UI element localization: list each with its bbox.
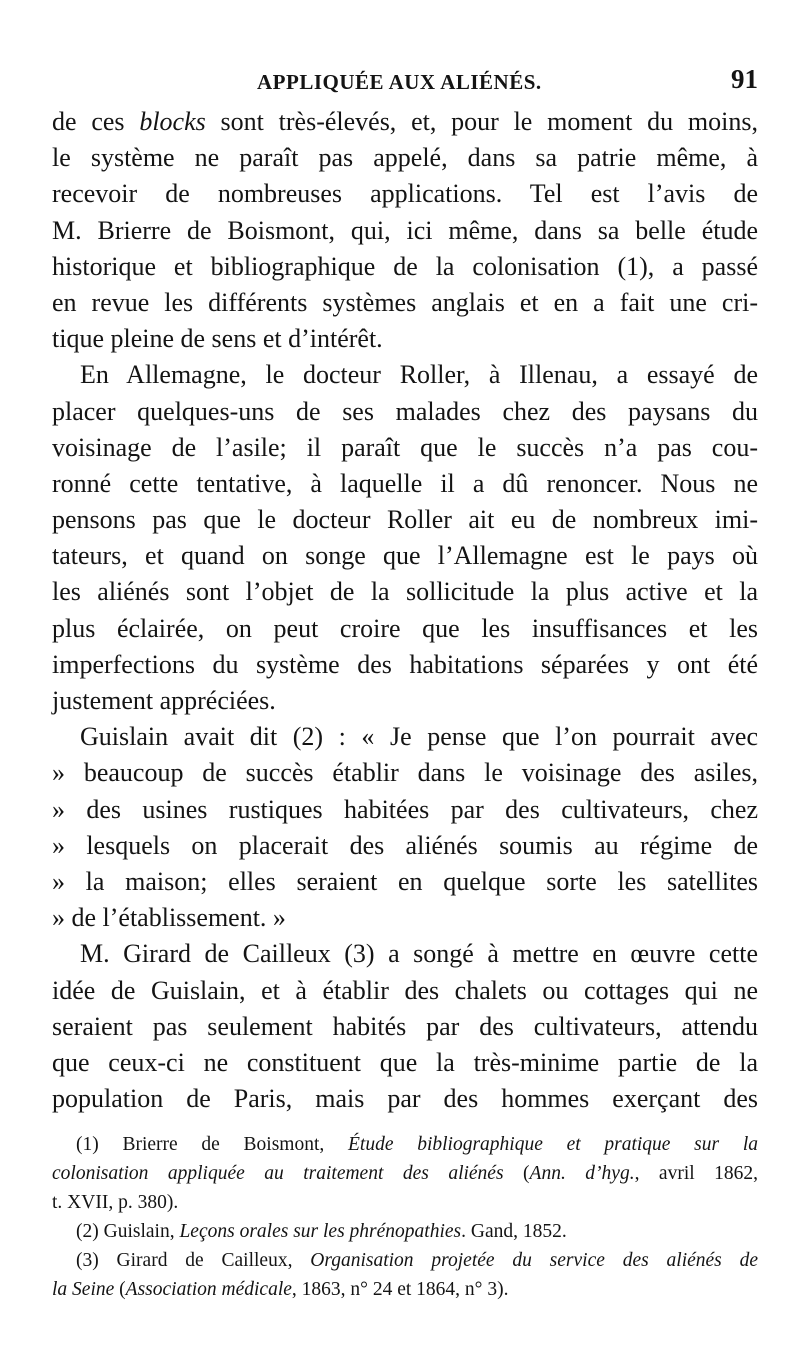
text-line: de ces blocks sont très-élevés, et, pour le moment du moins, — [52, 107, 758, 136]
footnote-line: la Seine (Association médicale, 1863, n° 24 et 1864, n° 3). — [52, 1279, 509, 1300]
text-line: M. Girard de Cailleux (3) a songé à mettre en œuvre cette — [80, 939, 758, 969]
text-line: » beaucoup de succès établir dans le voisinage des asiles, — [52, 758, 758, 788]
text-line: » des usines rustiques habitées par des cultivateurs, chez — [52, 794, 758, 824]
text-line: » la maison; elles seraient en quelque sorte les satellites — [52, 866, 758, 896]
footnote-line: (3) Girard de Cailleux, Organisation projetée du service des aliénés de — [76, 1250, 758, 1271]
text-line: ronné cette tentative, à laquelle il a dû renoncer. Nous ne — [52, 468, 758, 498]
text-line: que ceux-ci ne constituent que la très-minime partie de la — [52, 1047, 758, 1077]
text-line: tateurs, et quand on songe que l’Allemagne est le pays où — [52, 541, 758, 571]
text-line: Guislain avait dit (2) : « Je pense que l’on pourrait avec — [80, 722, 758, 752]
footnote-line: colonisation appliquée au traitement des aliénés (Ann. d’hyg., avril 1862, — [52, 1163, 759, 1184]
text-line: recevoir de nombreuses applications. Tel est l’avis de — [52, 179, 758, 209]
running-head: APPLIQUÉE AUX ALIÉNÉS. — [257, 70, 542, 94]
text-line: le système ne paraît pas appelé, dans sa patrie même, à — [52, 143, 758, 173]
text-line: population de Paris, mais par des hommes exerçant des — [52, 1084, 758, 1114]
main-text — [52, 104, 758, 1117]
text-line: voisinage de l’asile; il paraît que le succès n’a pas cou- — [52, 432, 758, 462]
text-line: M. Brierre de Boismont, qui, ici même, dans sa belle étude — [52, 215, 758, 245]
text-line: les aliénés sont l’objet de la sollicitude la plus active et la — [52, 577, 758, 607]
page-header — [52, 62, 758, 102]
text-line: pensons pas que le docteur Roller ait eu de nombreux imi- — [52, 505, 758, 535]
text-line: historique et bibliographique de la colonisation (1), a passé — [52, 251, 758, 281]
text-line: » lesquels on placerait des aliénés soumis au régime de — [52, 830, 758, 860]
footnote-line: (2) Guislain, Leçons orales sur les phrénopathies. Gand, 1852. — [76, 1221, 567, 1242]
text-line: plus éclairée, on peut croire que les insuffisances et les — [52, 613, 758, 643]
page-number: 91 — [731, 64, 758, 94]
text-line: placer quelques-uns de ses malades chez des paysans du — [52, 396, 758, 426]
text-line: » de l’établissement. » — [52, 903, 286, 933]
text-line: imperfections du système des habitations séparées y ont été — [52, 649, 758, 679]
text-line: En Allemagne, le docteur Roller, à Illenau, a essayé de — [80, 360, 758, 390]
footnotes — [52, 1130, 758, 1304]
text-line: idée de Guislain, et à établir des chalets ou cottages qui ne — [52, 975, 758, 1005]
text-line: justement appréciées. — [52, 686, 276, 715]
footnote-line: (1) Brierre de Boismont, Étude bibliographique et pratique sur la — [76, 1134, 758, 1155]
footnote-line: t. XVII, p. 380). — [52, 1192, 179, 1213]
text-line: tique pleine de sens et d’intérêt. — [52, 324, 383, 354]
text-line: seraient pas seulement habités par des cultivateurs, attendu — [52, 1011, 758, 1041]
text-line: en revue les différents systèmes anglais et en a fait une cri- — [52, 287, 758, 317]
